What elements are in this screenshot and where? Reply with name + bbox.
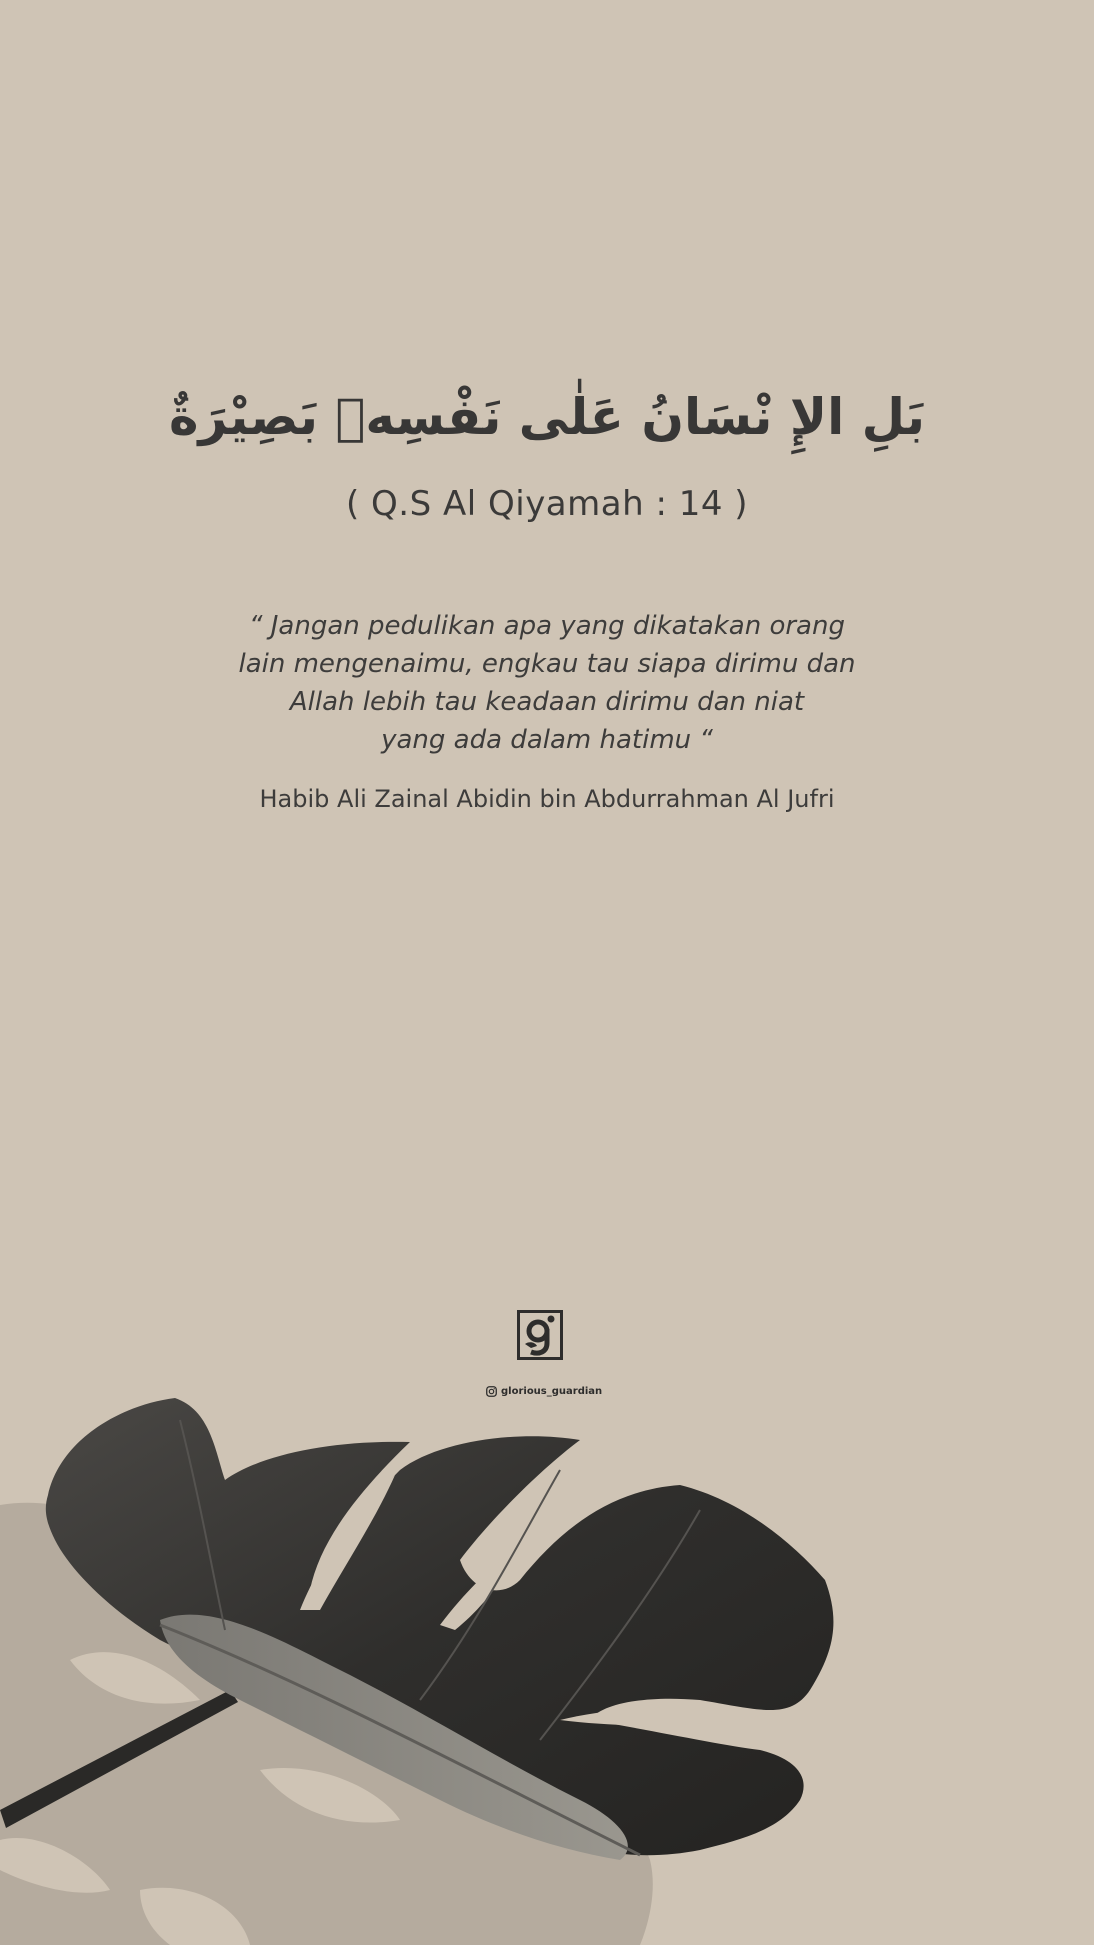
quote-line: lain mengenaimu, engkau tau siapa dirimu dan	[238, 649, 856, 679]
quote-line: “ Jangan pedulikan apa yang dikatakan orang	[249, 611, 845, 641]
verse-reference: ( Q.S Al Qiyamah : 14 )	[345, 484, 749, 524]
monstera-leaf-illustration	[0, 1380, 1094, 1945]
glorious-guardian-logo	[517, 1310, 563, 1360]
quote-line: yang ada dalam hatimu “	[381, 725, 713, 755]
arabic-verse: بَلِ الإِ نْسَانُ عَلٰى نَفْسِهٖ بَصِيْرَةٌ	[168, 388, 926, 446]
quote-text	[147, 607, 947, 759]
quote-author: Habib Ali Zainal Abidin bin Abdurrahman Al Jufri	[259, 785, 835, 813]
handle-text: glorious_guardian	[501, 1385, 603, 1397]
quote-line: Allah lebih tau keadaan dirimu dan niat	[289, 687, 805, 717]
